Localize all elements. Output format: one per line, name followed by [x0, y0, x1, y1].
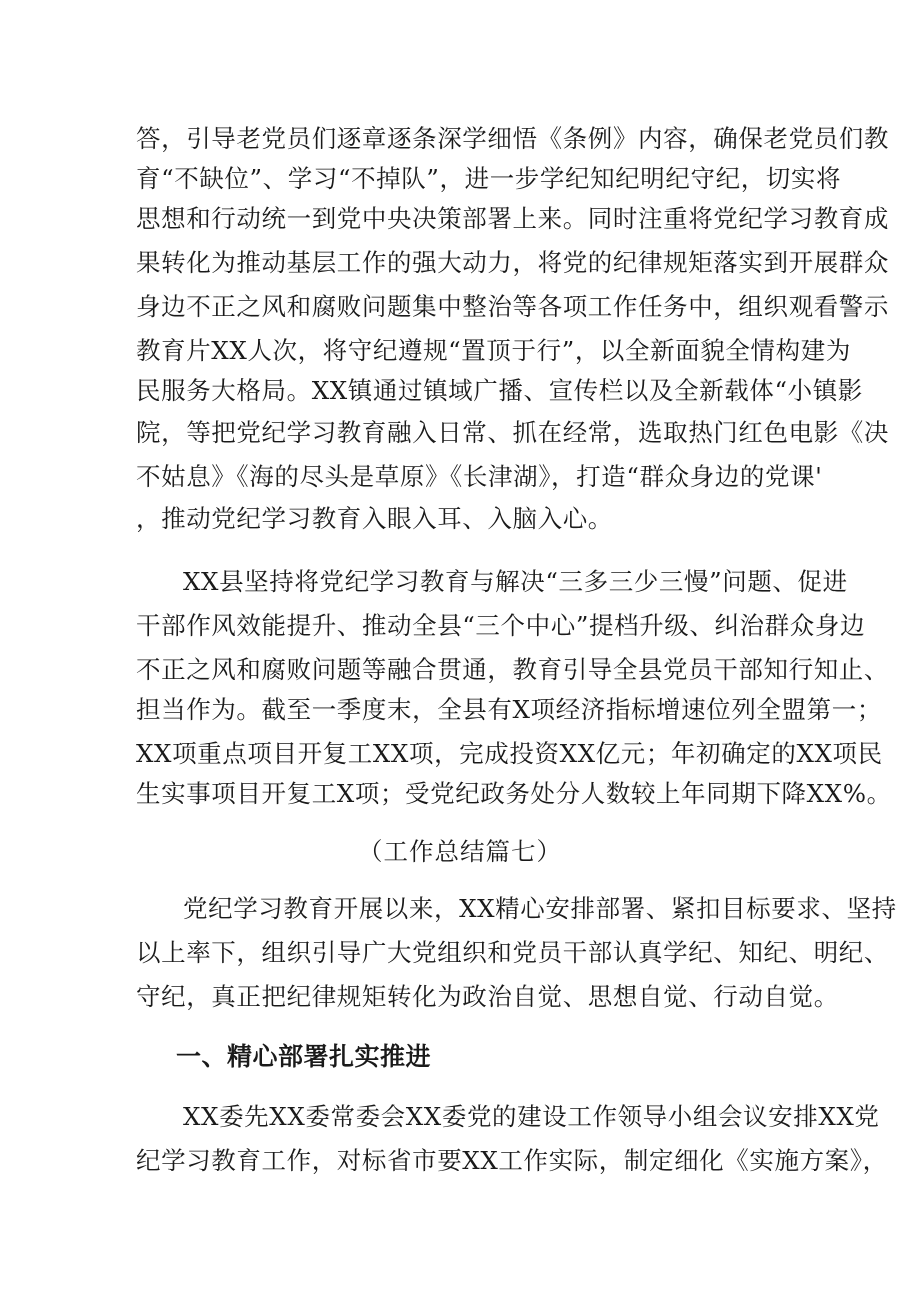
text-line: 不姑息》《海的尽头是草原》《长津湖》，打造“群众身边的党课' — [136, 462, 823, 491]
text-line: XX项重点项目开复工XX项，完成投资XX亿元；年初确定的XX项民 — [136, 739, 883, 768]
text-line: ，推动党纪学习教育入眼入耳、入脑入心。 — [136, 504, 613, 533]
text-line: 院，等把党纪学习教育融入日常、抓在经常，选取热门红色电影《决 — [136, 418, 889, 447]
text-line: 育“不缺位”、学习“不掉队”，进一步学纪知纪明纪守纪，切实将 — [136, 164, 842, 193]
text-line: 以上率下，组织引导广大党组织和党员干部认真学纪、知纪、明纪、 — [136, 938, 889, 967]
text-line: 纪学习教育工作，对标省市要XX工作实际，制定细化《实施方案》， — [136, 1146, 888, 1175]
text-line: 生实事项目开复工X项；受党纪政务处分人数较上年同期下降XX%。 — [136, 779, 892, 808]
text-line: 守纪，真正把纪律规矩转化为政治自觉、思想自觉、行动自觉。 — [136, 982, 839, 1011]
text-line: 不正之风和腐败问题等融合贯通，教育引导全县党员干部知行知止、 — [136, 655, 889, 684]
text-line: 教育片XX人次，将守纪遵规“置顶于行”，以全新面貌全情构建为 — [136, 336, 851, 365]
text-line: 担当作为。截至一季度末，全县有X项经济指标增速位列全盟第一； — [136, 695, 882, 724]
heading-1: 一、精心部署扎实推进 — [176, 1042, 432, 1071]
text-line: 民服务大格局。XX镇通过镇域广播、宣传栏以及全新载体“小镇影 — [136, 376, 863, 405]
text-line: 党纪学习教育开展以来，XX精心安排部署、紧扣目标要求、坚持 — [183, 894, 897, 923]
text-line: XX委先XX委常委会XX委党的建设工作领导小组会议安排XX党 — [183, 1102, 880, 1131]
text-line: XX县坚持将党纪学习教育与解决“三多三少三慢”问题、促进 — [183, 567, 848, 596]
text-line: 身边不正之风和腐败问题集中整治等各项工作任务中，组织观看警示 — [136, 292, 889, 321]
section-title: （工作总结篇七） — [358, 837, 562, 866]
text-line: 思想和行动统一到党中央决策部署上来。同时注重将党纪学习教育成 — [136, 204, 889, 233]
text-line: 果转化为推动基层工作的强大动力，将党的纪律规矩落实到开展群众 — [136, 248, 889, 277]
text-line: 干部作风效能提升、推动全县“三个中心”提档升级、纠治群众身边 — [136, 611, 866, 640]
text-line: 答，引导老党员们逐章逐条深学细悟《条例》内容，确保老党员们教 — [136, 124, 889, 153]
